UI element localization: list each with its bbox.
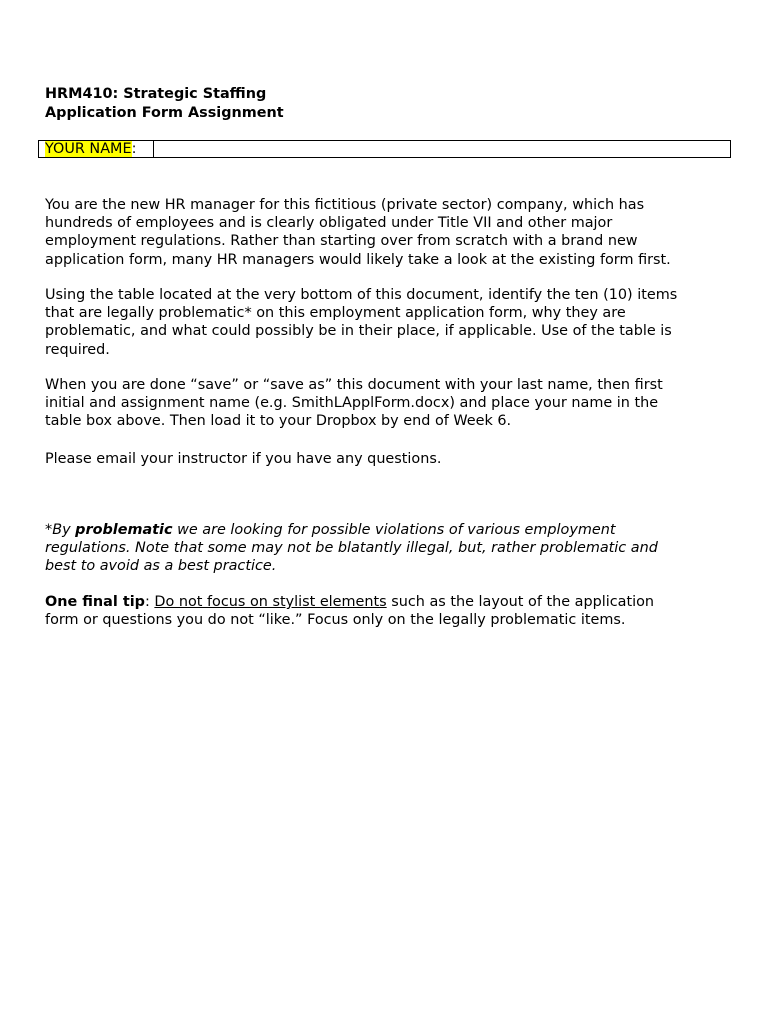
tip-underlined-text: Do not focus on stylist elements: [154, 594, 387, 610]
intro-line: hundreds of employees and is clearly obligated under Title VII and other major: [45, 215, 613, 232]
footnote-paragraph: [45, 521, 725, 576]
tip-line1-rest: such as the layout of the application: [386, 594, 655, 610]
task-paragraph: [45, 286, 725, 359]
name-table: [38, 140, 731, 158]
tip-label: One final tip: [45, 594, 145, 610]
name-label: YOUR NAME: [45, 141, 132, 157]
tip-line: form or questions you do not “like.” Focus only on the legally problematic items.: [45, 612, 626, 629]
name-value-field[interactable]: [154, 141, 730, 157]
footnote-line1-rest: we are looking for possible violations of various employment: [172, 522, 616, 538]
tip-colon: :: [144, 594, 155, 610]
intro-line: You are the new HR manager for this fictitious (private sector) company, which has: [45, 197, 645, 213]
intro-line: application form, many HR managers would likely take a look at the existing form first.: [45, 251, 671, 268]
course-title: HRM410: Strategic Staffing: [45, 86, 267, 102]
contact-paragraph: [45, 450, 725, 468]
footnote-prefix: *By: [45, 522, 76, 538]
submit-line: When you are done “save” or “save as” this document with your last name, then first: [45, 377, 663, 393]
task-line: problematic, and what could possibly be in their place, if applicable. Use of the table is: [45, 323, 672, 340]
document-title: [45, 85, 284, 122]
intro-line: employment regulations. Rather than starting over from scratch with a brand new: [45, 233, 638, 250]
contact-line: Please email your instructor if you have any questions.: [45, 451, 442, 467]
tip-line: [45, 593, 725, 611]
assignment-title: Application Form Assignment: [45, 104, 284, 121]
footnote-line: [45, 521, 725, 539]
footnote-line: best to avoid as a best practice.: [45, 558, 277, 575]
submit-paragraph: [45, 376, 725, 431]
footnote-bold-term: problematic: [75, 522, 173, 538]
task-line: Using the table located at the very bottom of this document, identify the ten (10) items: [45, 287, 678, 303]
name-label-cell: [39, 141, 154, 157]
footnote-line: regulations. Note that some may not be blatantly illegal, but, rather problematic and: [45, 540, 658, 557]
submit-line: initial and assignment name (e.g. SmithLApplForm.docx) and place your name in the: [45, 395, 659, 412]
submit-line: table box above. Then load it to your Dropbox by end of Week 6.: [45, 413, 512, 430]
name-label-colon: :: [131, 141, 137, 157]
task-line: that are legally problematic* on this employment application form, why they are: [45, 305, 626, 322]
intro-paragraph: [45, 196, 725, 269]
task-line: required.: [45, 341, 110, 358]
tip-paragraph: [45, 593, 725, 629]
